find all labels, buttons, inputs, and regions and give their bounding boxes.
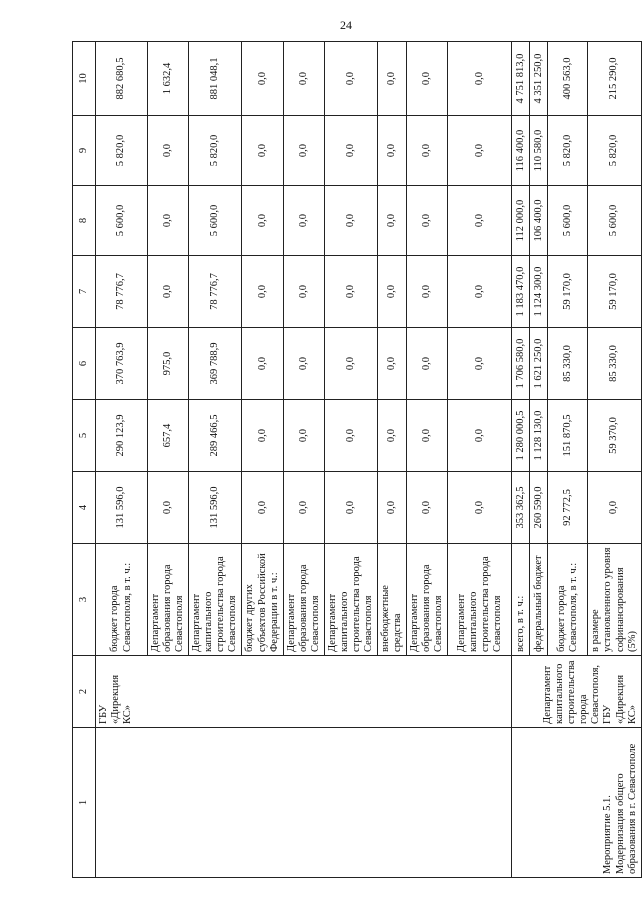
- column-header: 2: [73, 656, 96, 728]
- table-row: [96, 42, 148, 878]
- value-cell: 1 128 130,0: [530, 400, 548, 472]
- value-cell: 1 621 250,0: [530, 328, 548, 400]
- column-header: 4: [73, 472, 96, 544]
- value-cell: 131 596,0: [96, 472, 148, 544]
- value-cell: 0,0: [324, 328, 377, 400]
- funding-source: Департамент капитального строительства города Севастополя: [324, 544, 377, 656]
- value-cell: 0,0: [378, 472, 407, 544]
- value-cell: 0,0: [324, 42, 377, 116]
- value-cell: 5 820,0: [548, 116, 588, 186]
- value-cell: 5 600,0: [96, 186, 148, 256]
- funding-source: в размере установленного уровня софинансирования (5%): [588, 544, 641, 656]
- value-cell: 0,0: [378, 256, 407, 328]
- value-cell: 0,0: [283, 328, 324, 400]
- value-cell: 5 820,0: [96, 116, 148, 186]
- funding-source: федеральный бюджет: [530, 544, 548, 656]
- value-cell: 0,0: [448, 400, 512, 472]
- funding-source: бюджет города Севастополя, в т. ч.:: [548, 544, 588, 656]
- funding-source: Департамент образования города Севастополя: [283, 544, 324, 656]
- value-cell: 59 170,0: [588, 256, 641, 328]
- value-cell: 0,0: [283, 256, 324, 328]
- value-cell: 0,0: [148, 472, 189, 544]
- value-cell: 1 124 300,0: [530, 256, 548, 328]
- value-cell: 0,0: [283, 116, 324, 186]
- value-cell: 5 600,0: [189, 186, 242, 256]
- value-cell: 0,0: [148, 256, 189, 328]
- value-cell: 1 706 580,0: [512, 328, 530, 400]
- value-cell: 0,0: [448, 186, 512, 256]
- value-cell: 657,4: [148, 400, 189, 472]
- value-cell: 0,0: [324, 400, 377, 472]
- value-cell: 0,0: [448, 42, 512, 116]
- value-cell: 0,0: [448, 472, 512, 544]
- value-cell: 0,0: [448, 256, 512, 328]
- value-cell: 0,0: [242, 400, 283, 472]
- value-cell: 0,0: [407, 472, 448, 544]
- value-cell: 85 330,0: [548, 328, 588, 400]
- value-cell: 0,0: [242, 42, 283, 116]
- value-cell: 59 170,0: [548, 256, 588, 328]
- value-cell: 106 400,0: [530, 186, 548, 256]
- value-cell: 112 000,0: [512, 186, 530, 256]
- value-cell: 92 772,5: [548, 472, 588, 544]
- column-header: 8: [73, 186, 96, 256]
- value-cell: 0,0: [407, 400, 448, 472]
- value-cell: 0,0: [407, 186, 448, 256]
- value-cell: 5 600,0: [548, 186, 588, 256]
- value-cell: 0,0: [448, 116, 512, 186]
- value-cell: 0,0: [378, 328, 407, 400]
- value-cell: 78 776,7: [189, 256, 242, 328]
- funding-source: всего, в т. ч.:: [512, 544, 530, 656]
- value-cell: 110 580,0: [530, 116, 548, 186]
- value-cell: 1 280 000,5: [512, 400, 530, 472]
- column-header: 5: [73, 400, 96, 472]
- value-cell: 289 466,5: [189, 400, 242, 472]
- measure-name-cell: [96, 728, 512, 878]
- value-cell: 0,0: [283, 186, 324, 256]
- value-cell: 0,0: [148, 116, 189, 186]
- value-cell: 59 370,0: [588, 400, 641, 472]
- value-cell: 1 183 470,0: [512, 256, 530, 328]
- table-row: [512, 42, 530, 878]
- value-cell: 0,0: [407, 256, 448, 328]
- measure-name-cell: Мероприятие 5.1. Модернизация общего образования в г. Севастополе: [512, 728, 641, 878]
- funding-source: бюджет других субъектов Российской Федерации в т. ч.:: [242, 544, 283, 656]
- value-cell: 0,0: [378, 42, 407, 116]
- column-header: 10: [73, 42, 96, 116]
- value-cell: 0,0: [407, 116, 448, 186]
- value-cell: 0,0: [448, 328, 512, 400]
- value-cell: 0,0: [378, 116, 407, 186]
- value-cell: 0,0: [324, 256, 377, 328]
- value-cell: 400 563,0: [548, 42, 588, 116]
- column-header: 1: [73, 728, 96, 878]
- value-cell: 5 600,0: [588, 186, 641, 256]
- value-cell: 0,0: [324, 186, 377, 256]
- value-cell: 0,0: [407, 42, 448, 116]
- funding-source: Департамент капитального строительства города Севастополя: [448, 544, 512, 656]
- value-cell: 5 820,0: [588, 116, 641, 186]
- value-cell: 0,0: [242, 256, 283, 328]
- value-cell: 0,0: [283, 400, 324, 472]
- value-cell: 0,0: [242, 328, 283, 400]
- value-cell: 0,0: [148, 186, 189, 256]
- value-cell: 0,0: [283, 42, 324, 116]
- funding-source: Департамент образования города Севастополя: [148, 544, 189, 656]
- value-cell: 131 596,0: [189, 472, 242, 544]
- budget-table: [72, 41, 642, 878]
- value-cell: 116 400,0: [512, 116, 530, 186]
- value-cell: 370 763,9: [96, 328, 148, 400]
- value-cell: 0,0: [378, 186, 407, 256]
- value-cell: 0,0: [588, 472, 641, 544]
- funding-source: бюджет города Севастополя, в т. ч.:: [96, 544, 148, 656]
- value-cell: 290 123,9: [96, 400, 148, 472]
- value-cell: 0,0: [378, 400, 407, 472]
- column-header: 7: [73, 256, 96, 328]
- value-cell: 151 870,5: [548, 400, 588, 472]
- value-cell: 78 776,7: [96, 256, 148, 328]
- value-cell: 0,0: [242, 116, 283, 186]
- executor-cell: Департамент капитального строительства города Севастополя, ГБУ «Дирекция КС»: [512, 656, 641, 728]
- value-cell: 881 048,1: [189, 42, 242, 116]
- value-cell: 975,0: [148, 328, 189, 400]
- value-cell: 4 351 250,0: [530, 42, 548, 116]
- value-cell: 369 788,9: [189, 328, 242, 400]
- value-cell: 260 590,0: [530, 472, 548, 544]
- value-cell: 353 362,5: [512, 472, 530, 544]
- column-header: 9: [73, 116, 96, 186]
- executor-cell: ГБУ «Дирекция КС»: [96, 656, 512, 728]
- value-cell: 0,0: [324, 116, 377, 186]
- page-number: 24: [340, 18, 352, 32]
- column-header: 3: [73, 544, 96, 656]
- funding-source: внебюджетные средства: [378, 544, 407, 656]
- rotated-table-container: [72, 42, 638, 878]
- column-header: 6: [73, 328, 96, 400]
- value-cell: 5 820,0: [189, 116, 242, 186]
- value-cell: 0,0: [242, 472, 283, 544]
- funding-source: Департамент капитального строительства города Севастополя: [189, 544, 242, 656]
- value-cell: 1 632,4: [148, 42, 189, 116]
- value-cell: 215 290,0: [588, 42, 641, 116]
- value-cell: 0,0: [324, 472, 377, 544]
- value-cell: 882 680,5: [96, 42, 148, 116]
- value-cell: 4 751 813,0: [512, 42, 530, 116]
- value-cell: 0,0: [242, 186, 283, 256]
- funding-source: Департамент образования города Севастополя: [407, 544, 448, 656]
- value-cell: 0,0: [407, 328, 448, 400]
- value-cell: 0,0: [283, 472, 324, 544]
- header-row: [73, 42, 96, 878]
- value-cell: 85 330,0: [588, 328, 641, 400]
